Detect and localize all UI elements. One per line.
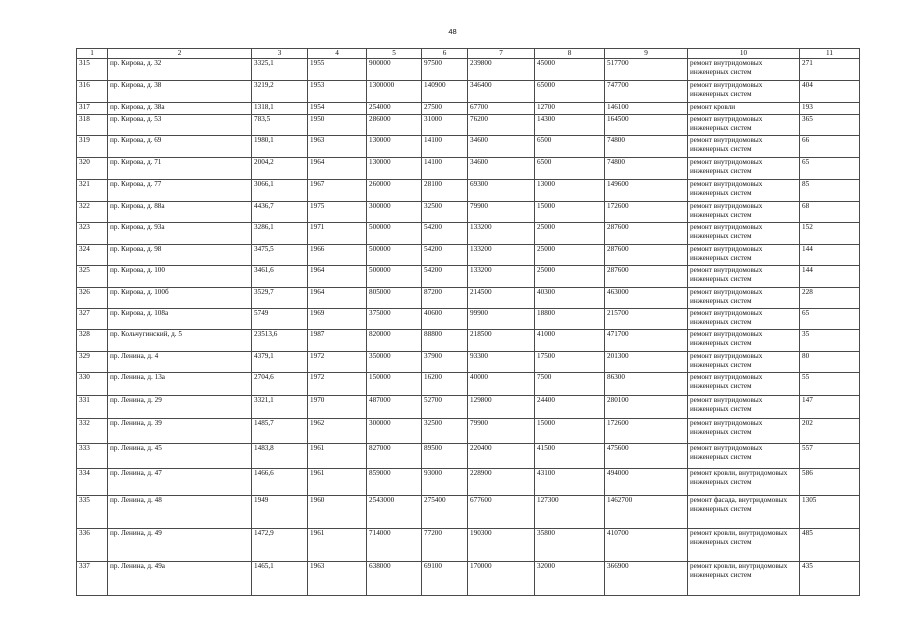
table-cell: ремонт внутридомовых инженерных систем <box>688 59 800 81</box>
table-cell: 325 <box>77 266 108 288</box>
table-cell: 334 <box>77 469 108 496</box>
table-cell: 1987 <box>308 330 367 352</box>
table-cell: 140900 <box>422 81 468 103</box>
table-cell: 1961 <box>308 529 367 562</box>
table-cell: 3461,6 <box>252 266 308 288</box>
table-cell: 54200 <box>422 245 468 266</box>
table-cell: 14100 <box>422 158 468 180</box>
table-cell: 254000 <box>367 103 422 115</box>
table-cell: 487000 <box>367 396 422 419</box>
table-cell: 287600 <box>605 266 688 288</box>
table-cell: 820000 <box>367 330 422 352</box>
table-cell: 190300 <box>468 529 535 562</box>
table-cell: 25000 <box>535 266 605 288</box>
table-cell: 18800 <box>535 309 605 330</box>
table-cell: 1472,9 <box>252 529 308 562</box>
table-row <box>77 396 860 419</box>
table-row <box>77 266 860 288</box>
table-cell: 25000 <box>535 223 605 245</box>
table-cell: 280100 <box>605 396 688 419</box>
table-cell: 150000 <box>367 373 422 396</box>
table-cell: пр. Ленина, д. 49 <box>108 529 252 562</box>
table-cell: 827000 <box>367 444 422 469</box>
table-cell: 14300 <box>535 115 605 136</box>
table-row <box>77 419 860 444</box>
table-cell: пр. Ленина, д. 29 <box>108 396 252 419</box>
table-cell: 1963 <box>308 562 367 596</box>
table-cell: 74800 <box>605 136 688 158</box>
table-cell: пр. Кирова, д. 98 <box>108 245 252 266</box>
table-cell: 1465,1 <box>252 562 308 596</box>
table-cell: 1305 <box>800 496 860 529</box>
table-cell: 1485,7 <box>252 419 308 444</box>
table-cell: 17500 <box>535 352 605 373</box>
table-cell: ремонт внутридомовых инженерных систем <box>688 158 800 180</box>
table-cell: 1969 <box>308 309 367 330</box>
table-row <box>77 59 860 81</box>
table-cell: 133200 <box>468 266 535 288</box>
table-cell: 80 <box>800 352 860 373</box>
table-cell: 7500 <box>535 373 605 396</box>
table-cell: 327 <box>77 309 108 330</box>
table-row <box>77 158 860 180</box>
table-cell: пр. Кирова, д. 32 <box>108 59 252 81</box>
table-cell: пр. Ленина, д. 39 <box>108 419 252 444</box>
table-cell: 500000 <box>367 266 422 288</box>
table-cell: 320 <box>77 158 108 180</box>
table-row <box>77 115 860 136</box>
table-cell: 27500 <box>422 103 468 115</box>
table-header-row <box>77 49 860 59</box>
table-cell: 86300 <box>605 373 688 396</box>
table-cell: 500000 <box>367 223 422 245</box>
table-cell: 74800 <box>605 158 688 180</box>
table-cell: 1961 <box>308 444 367 469</box>
table-cell: 404 <box>800 81 860 103</box>
table-cell: пр. Ленина, д. 49а <box>108 562 252 596</box>
table-cell: 3286,1 <box>252 223 308 245</box>
table-cell: 435 <box>800 562 860 596</box>
table-cell: 68 <box>800 202 860 223</box>
table-cell: 93300 <box>468 352 535 373</box>
table-cell: пр. Кирова, д. 108а <box>108 309 252 330</box>
table-cell: ремонт кровли, внутридомовых инженерных систем <box>688 469 800 496</box>
table-cell: ремонт внутридомовых инженерных систем <box>688 266 800 288</box>
table-cell: пр. Ленина, д. 4 <box>108 352 252 373</box>
column-header: 6 <box>422 49 468 59</box>
table-cell: 79900 <box>468 202 535 223</box>
table-cell: 23513,6 <box>252 330 308 352</box>
table-cell: 1955 <box>308 59 367 81</box>
table-cell: 34600 <box>468 158 535 180</box>
table-cell: 228900 <box>468 469 535 496</box>
table-row <box>77 288 860 309</box>
table-cell: ремонт внутридомовых инженерных систем <box>688 352 800 373</box>
table-cell: 193 <box>800 103 860 115</box>
column-header: 1 <box>77 49 108 59</box>
table-cell: 41500 <box>535 444 605 469</box>
table-cell: 287600 <box>605 223 688 245</box>
table-cell: ремонт внутридомовых инженерных систем <box>688 444 800 469</box>
column-header: 3 <box>252 49 308 59</box>
table-cell: 475600 <box>605 444 688 469</box>
table-cell: 317 <box>77 103 108 115</box>
column-header: 9 <box>605 49 688 59</box>
table-cell: 220400 <box>468 444 535 469</box>
table-cell: пр. Ленина, д. 47 <box>108 469 252 496</box>
table-cell: 40000 <box>468 373 535 396</box>
table-cell: 52700 <box>422 396 468 419</box>
table-cell: 1967 <box>308 180 367 202</box>
table-cell: 331 <box>77 396 108 419</box>
table-cell: пр. Кирова, д. 71 <box>108 158 252 180</box>
table-cell: 3219,2 <box>252 81 308 103</box>
table-cell: ремонт внутридомовых инженерных систем <box>688 373 800 396</box>
table-cell: ремонт внутридомовых инженерных систем <box>688 115 800 136</box>
table-cell: 1960 <box>308 496 367 529</box>
table-cell: ремонт фасада, внутридомовых инженерных систем <box>688 496 800 529</box>
table-cell: 5749 <box>252 309 308 330</box>
table-cell: 40300 <box>535 288 605 309</box>
table-cell: 32500 <box>422 419 468 444</box>
table-cell: 24400 <box>535 396 605 419</box>
table-cell: ремонт внутридомовых инженерных систем <box>688 288 800 309</box>
page-number: 48 <box>448 27 457 36</box>
table-body <box>77 59 860 596</box>
column-header: 11 <box>800 49 860 59</box>
table-cell: 144 <box>800 266 860 288</box>
table-cell: 4436,7 <box>252 202 308 223</box>
table-cell: 32500 <box>422 202 468 223</box>
table-cell: 410700 <box>605 529 688 562</box>
table-cell: 365 <box>800 115 860 136</box>
table-row <box>77 136 860 158</box>
table-cell: 2704,6 <box>252 373 308 396</box>
table-cell: 85 <box>800 180 860 202</box>
table-cell: 54200 <box>422 223 468 245</box>
table-cell: 1949 <box>252 496 308 529</box>
table-cell: 335 <box>77 496 108 529</box>
table-cell: 677600 <box>468 496 535 529</box>
table-cell: 471700 <box>605 330 688 352</box>
table-cell: 16200 <box>422 373 468 396</box>
table-cell: 330 <box>77 373 108 396</box>
table-row <box>77 529 860 562</box>
table-cell: ремонт кровли <box>688 103 800 115</box>
table-cell: 332 <box>77 419 108 444</box>
table-cell: пр. Кирова, д. 69 <box>108 136 252 158</box>
table-cell: 714000 <box>367 529 422 562</box>
table-cell: 316 <box>77 81 108 103</box>
table-cell: 67700 <box>468 103 535 115</box>
table-cell: 350000 <box>367 352 422 373</box>
table-cell: 201300 <box>605 352 688 373</box>
table-row <box>77 330 860 352</box>
table-cell: ремонт внутридомовых инженерных систем <box>688 330 800 352</box>
table-cell: 35800 <box>535 529 605 562</box>
table-cell: 1318,1 <box>252 103 308 115</box>
table-row <box>77 81 860 103</box>
table-cell: пр. Ленина, д. 48 <box>108 496 252 529</box>
table-cell: 215700 <box>605 309 688 330</box>
table-cell: 494000 <box>605 469 688 496</box>
table-cell: 333 <box>77 444 108 469</box>
table-cell: пр. Кирова, д. 38 <box>108 81 252 103</box>
table-cell: 218500 <box>468 330 535 352</box>
column-header: 10 <box>688 49 800 59</box>
table-cell: 88800 <box>422 330 468 352</box>
table-cell: пр. Кирова, д. 38а <box>108 103 252 115</box>
table-cell: 586 <box>800 469 860 496</box>
table-cell: 319 <box>77 136 108 158</box>
table-cell: 31000 <box>422 115 468 136</box>
column-header: 8 <box>535 49 605 59</box>
table-row <box>77 562 860 596</box>
table-row <box>77 373 860 396</box>
table-cell: 54200 <box>422 266 468 288</box>
table-cell: 323 <box>77 223 108 245</box>
table-cell: 337 <box>77 562 108 596</box>
table-cell: ремонт внутридомовых инженерных систем <box>688 223 800 245</box>
table-cell: 144 <box>800 245 860 266</box>
table-cell: 1963 <box>308 136 367 158</box>
table-cell: 329 <box>77 352 108 373</box>
table-cell: 1971 <box>308 223 367 245</box>
table-cell: 286000 <box>367 115 422 136</box>
table-cell: 12700 <box>535 103 605 115</box>
table-cell: 1975 <box>308 202 367 223</box>
table-cell: пр. Кольчугинский, д. 5 <box>108 330 252 352</box>
table-row <box>77 180 860 202</box>
table-cell: 783,5 <box>252 115 308 136</box>
table-cell: 500000 <box>367 245 422 266</box>
table-cell: 77200 <box>422 529 468 562</box>
table-cell: 1964 <box>308 288 367 309</box>
table-cell: 65 <box>800 309 860 330</box>
table-cell: 324 <box>77 245 108 266</box>
table-cell: 2004,2 <box>252 158 308 180</box>
table-row <box>77 352 860 373</box>
table-cell: 3529,7 <box>252 288 308 309</box>
table-cell: пр. Кирова, д. 100 <box>108 266 252 288</box>
table-cell: 202 <box>800 419 860 444</box>
table-row <box>77 469 860 496</box>
table-cell: 170000 <box>468 562 535 596</box>
table-cell: ремонт внутридомовых инженерных систем <box>688 396 800 419</box>
table-cell: 28100 <box>422 180 468 202</box>
table-cell: 3066,1 <box>252 180 308 202</box>
table-cell: 69100 <box>422 562 468 596</box>
table-cell: ремонт внутридомовых инженерных систем <box>688 309 800 330</box>
table-cell: 15000 <box>535 202 605 223</box>
table-cell: 1462700 <box>605 496 688 529</box>
column-header: 4 <box>308 49 367 59</box>
table-cell: 41000 <box>535 330 605 352</box>
table-cell: 93000 <box>422 469 468 496</box>
table-cell: 37900 <box>422 352 468 373</box>
table-cell: 14100 <box>422 136 468 158</box>
table-cell: 326 <box>77 288 108 309</box>
table-cell: 32000 <box>535 562 605 596</box>
table-cell: 1972 <box>308 373 367 396</box>
table-cell: 2543000 <box>367 496 422 529</box>
table-cell: 1964 <box>308 158 367 180</box>
table-cell: ремонт внутридомовых инженерных систем <box>688 419 800 444</box>
table-cell: 328 <box>77 330 108 352</box>
column-header: 7 <box>468 49 535 59</box>
table-cell: ремонт внутридомовых инженерных систем <box>688 180 800 202</box>
table-cell: 275400 <box>422 496 468 529</box>
column-header: 2 <box>108 49 252 59</box>
table-cell: 900000 <box>367 59 422 81</box>
table-cell: 1953 <box>308 81 367 103</box>
table-cell: ремонт внутридомовых инженерных систем <box>688 245 800 266</box>
table-cell: 76200 <box>468 115 535 136</box>
table-cell: пр. Кирова, д. 100б <box>108 288 252 309</box>
table-cell: 1954 <box>308 103 367 115</box>
table-cell: 79900 <box>468 419 535 444</box>
table-cell: 99900 <box>468 309 535 330</box>
table-cell: 6500 <box>535 136 605 158</box>
table-cell: 463000 <box>605 288 688 309</box>
table-row <box>77 496 860 529</box>
table-cell: 87200 <box>422 288 468 309</box>
table-cell: 271 <box>800 59 860 81</box>
table-cell: 13000 <box>535 180 605 202</box>
table-cell: 1966 <box>308 245 367 266</box>
table-cell: 214500 <box>468 288 535 309</box>
table-cell: 1972 <box>308 352 367 373</box>
table-cell: 65 <box>800 158 860 180</box>
table-cell: 133200 <box>468 245 535 266</box>
table-cell: 859000 <box>367 469 422 496</box>
table-cell: 40600 <box>422 309 468 330</box>
table-cell: 805000 <box>367 288 422 309</box>
table-cell: 147 <box>800 396 860 419</box>
table-cell: 1466,6 <box>252 469 308 496</box>
table-cell: 146100 <box>605 103 688 115</box>
table-cell: 35 <box>800 330 860 352</box>
table-cell: пр. Ленина, д. 45 <box>108 444 252 469</box>
table-cell: 1970 <box>308 396 367 419</box>
table-cell: 34600 <box>468 136 535 158</box>
table-cell: ремонт кровли, внутридомовых инженерных систем <box>688 562 800 596</box>
table-cell: пр. Ленина, д. 13а <box>108 373 252 396</box>
table-row <box>77 202 860 223</box>
table-cell: 366900 <box>605 562 688 596</box>
renovation-table <box>76 48 860 596</box>
table-cell: 15000 <box>535 419 605 444</box>
table-cell: пр. Кирова, д. 77 <box>108 180 252 202</box>
table-cell: 747700 <box>605 81 688 103</box>
table-row <box>77 245 860 266</box>
table-cell: 89500 <box>422 444 468 469</box>
table-cell: 315 <box>77 59 108 81</box>
table-cell: 172600 <box>605 419 688 444</box>
table-cell: 4379,1 <box>252 352 308 373</box>
table-cell: 130000 <box>367 158 422 180</box>
table-cell: 336 <box>77 529 108 562</box>
table-cell: 55 <box>800 373 860 396</box>
table-cell: 66 <box>800 136 860 158</box>
table-cell: 239800 <box>468 59 535 81</box>
table-cell: 485 <box>800 529 860 562</box>
table-cell: пр. Кирова, д. 53 <box>108 115 252 136</box>
table-cell: 321 <box>77 180 108 202</box>
table-cell: 152 <box>800 223 860 245</box>
table-cell: 228 <box>800 288 860 309</box>
table-cell: 1964 <box>308 266 367 288</box>
table-cell: 638000 <box>367 562 422 596</box>
table-row <box>77 103 860 115</box>
table-cell: 45000 <box>535 59 605 81</box>
table-cell: 1950 <box>308 115 367 136</box>
table-cell: 69300 <box>468 180 535 202</box>
table-cell: 25000 <box>535 245 605 266</box>
table-cell: 65000 <box>535 81 605 103</box>
table-cell: 149600 <box>605 180 688 202</box>
table-cell: 557 <box>800 444 860 469</box>
table-cell: 164500 <box>605 115 688 136</box>
table-cell: 97500 <box>422 59 468 81</box>
table-cell: ремонт кровли, внутридомовых инженерных систем <box>688 529 800 562</box>
table-cell: 517700 <box>605 59 688 81</box>
table-cell: 3325,1 <box>252 59 308 81</box>
table-row <box>77 309 860 330</box>
table-cell: 129800 <box>468 396 535 419</box>
table-row <box>77 223 860 245</box>
table-cell: 172600 <box>605 202 688 223</box>
table-cell: 127300 <box>535 496 605 529</box>
table-cell: 1483,8 <box>252 444 308 469</box>
table-cell: 300000 <box>367 419 422 444</box>
table-row <box>77 444 860 469</box>
table-cell: пр. Кирова, д. 88а <box>108 202 252 223</box>
table-cell: ремонт внутридомовых инженерных систем <box>688 81 800 103</box>
table-cell: пр. Кирова, д. 93а <box>108 223 252 245</box>
table-cell: 287600 <box>605 245 688 266</box>
table-cell: 1980,1 <box>252 136 308 158</box>
table-cell: ремонт внутридомовых инженерных систем <box>688 202 800 223</box>
table-cell: 300000 <box>367 202 422 223</box>
table-cell: 1962 <box>308 419 367 444</box>
table-cell: 43100 <box>535 469 605 496</box>
table-cell: 322 <box>77 202 108 223</box>
table-cell: 375000 <box>367 309 422 330</box>
table-cell: 1300000 <box>367 81 422 103</box>
table-cell: ремонт внутридомовых инженерных систем <box>688 136 800 158</box>
table-cell: 3475,5 <box>252 245 308 266</box>
table-cell: 318 <box>77 115 108 136</box>
table-cell: 1961 <box>308 469 367 496</box>
table-cell: 6500 <box>535 158 605 180</box>
table-cell: 346400 <box>468 81 535 103</box>
column-header: 5 <box>367 49 422 59</box>
table-cell: 260000 <box>367 180 422 202</box>
table-cell: 130000 <box>367 136 422 158</box>
table-cell: 133200 <box>468 223 535 245</box>
table-cell: 3321,1 <box>252 396 308 419</box>
